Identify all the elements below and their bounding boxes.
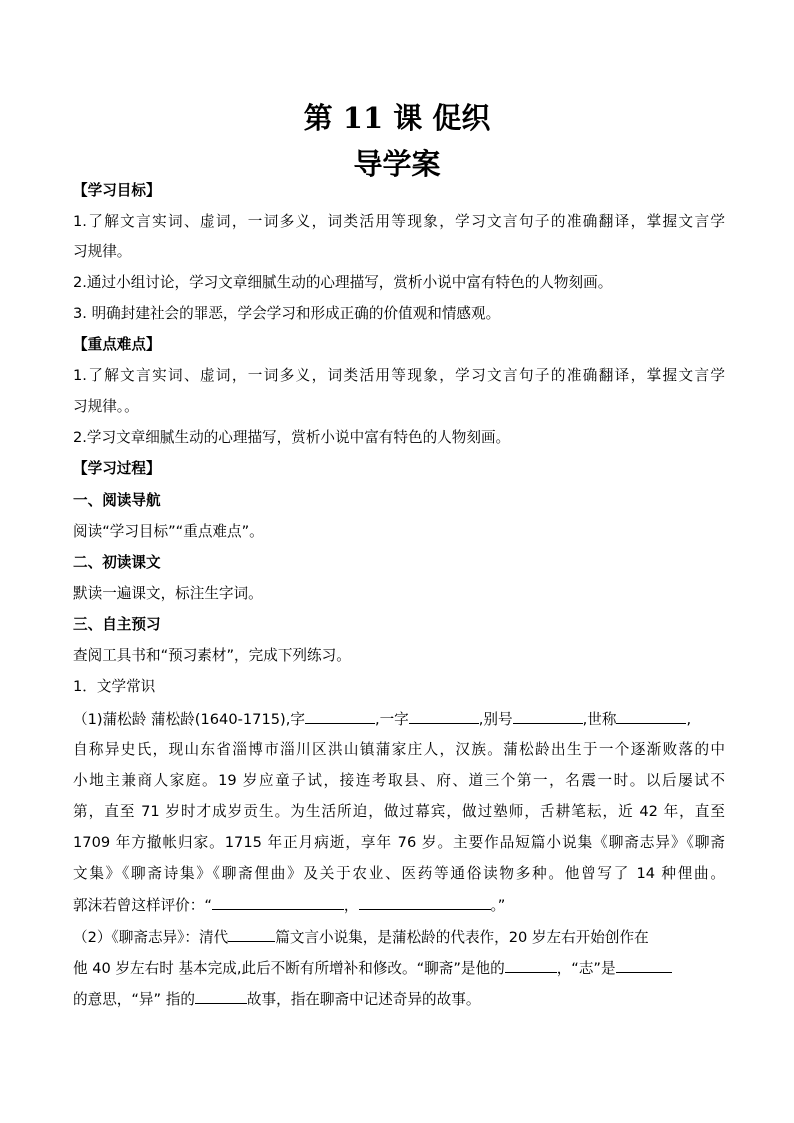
p2-l1-text-a: （2）《聊斋志异》：清代 <box>73 929 229 946</box>
step1-title: 一、阅读导航 <box>73 492 161 509</box>
process-heading: 【学习过程】 <box>73 460 161 477</box>
paragraph1-line4: 第，直至 71 岁时才成岁贡生。为生活所迫，做过幕宾，做过塾师，舌耕笔耘，近 42 年，直至 <box>73 803 725 820</box>
p2-l2-text-b: ，“志”是 <box>556 960 616 977</box>
step3-title: 三、自主预习 <box>73 616 161 633</box>
paragraph1-line1 <box>73 709 725 730</box>
paragraph1-line6: 文集》《聊斋诗集》《聊斋俚曲》及关于农业、医药等通俗读物多种。他曾写了 14 种俚曲。 <box>73 865 725 882</box>
fill-blank-qingdai[interactable] <box>228 927 275 942</box>
key-heading: 【重点难点】 <box>73 336 161 353</box>
key-item1-line1: 1.了解文言实词、虚词，一词多义，词类活用等现象，学习文言句子的准确翻译，掌握文言学 <box>73 367 725 384</box>
subsection-literary-knowledge: 1．文学常识 <box>73 678 156 695</box>
goals-item1-line2: 习规律。 <box>73 243 132 260</box>
key-item1-line2: 习规律。。 <box>73 398 139 415</box>
fill-blank-yizi[interactable] <box>409 709 479 724</box>
fill-blank-evaluation-2[interactable] <box>359 895 491 910</box>
p2-l2-text-a: 他 40 岁左右时 基本完成,此后不断有所增补和修改。“聊斋”是他的 <box>73 960 505 977</box>
goals-item2: 2.通过小组讨论，学习文章细腻生动的心理描写，赏析小说中富有特色的人物刻画。 <box>73 274 613 291</box>
fill-blank-zhi[interactable] <box>616 958 672 973</box>
p2-l1-text-b: 篇文言小说集，是蒲松龄的代表作，20 岁左右开始创作在 <box>275 929 649 946</box>
p1-l7-text-a: 郭沫若曾这样评价：“ <box>73 897 212 914</box>
paragraph1-line3: 小地主兼商人家庭。19 岁应童子试，接连考取县、府、道三个第一，名震一时。以后屡试不 <box>73 772 725 789</box>
p1-text-c: ,别号 <box>478 711 513 728</box>
paragraph2-line2 <box>73 958 725 979</box>
paragraph1-line7 <box>73 895 725 916</box>
page-title: 第 11 课 促织 <box>303 101 491 135</box>
fill-blank-biehao[interactable] <box>513 709 583 724</box>
step3-text: 查阅工具书和“预习素材”，完成下列练习。 <box>73 647 351 664</box>
goals-item1-line1: 1.了解文言实词、虚词，一词多义，词类活用等现象，学习文言句子的准确翻译，掌握文言学 <box>73 213 725 230</box>
fill-blank-liaozhai[interactable] <box>505 958 557 973</box>
paragraph1-line2: 自称异史氏，现山东省淄博市淄川区洪山镇蒲家庄人，汉族。蒲松龄出生于一个逐渐败落的中 <box>73 741 725 758</box>
page-subtitle: 导学案 <box>353 147 441 181</box>
p1-text-e: , <box>686 711 692 728</box>
goals-item3: 3. 明确封建社会的罪恶，学会学习和形成正确的价值观和情感观。 <box>73 305 501 322</box>
p1-l7-text-b: ， <box>343 897 359 914</box>
p2-l3-text-b: 故事，指在聊斋中记述奇异的故事。 <box>246 991 481 1008</box>
step1-text: 阅读“学习目标”“重点难点”。 <box>73 523 264 540</box>
paragraph1-line5: 1709 年方撤帐归家。1715 年正月病逝，享年 76 岁。主要作品短篇小说集《聊斋志异》《聊斋 <box>73 834 725 851</box>
fill-blank-evaluation-1[interactable] <box>212 895 344 910</box>
p1-text-a: （1)蒲松龄 蒲松龄(1640-1715),字 <box>73 711 305 728</box>
step2-text: 默读一遍课文，标注生字词。 <box>73 585 263 602</box>
fill-blank-yi[interactable] <box>195 989 247 1004</box>
p1-text-d: ,世称 <box>582 711 617 728</box>
p1-l7-text-c: 。” <box>490 897 506 914</box>
p1-text-b: ,一字 <box>374 711 409 728</box>
key-item2: 2.学习文章细腻生动的心理描写，赏析小说中富有特色的人物刻画。 <box>73 429 511 446</box>
fill-blank-shicheng[interactable] <box>616 709 686 724</box>
goals-heading: 【学习目标】 <box>73 182 161 199</box>
paragraph2-line1 <box>73 927 725 948</box>
fill-blank-zi[interactable] <box>305 709 375 724</box>
p2-l3-text-a: 的意思，“异” 指的 <box>73 991 195 1008</box>
paragraph2-line3 <box>73 989 725 1010</box>
step2-title: 二、初读课文 <box>73 554 161 571</box>
